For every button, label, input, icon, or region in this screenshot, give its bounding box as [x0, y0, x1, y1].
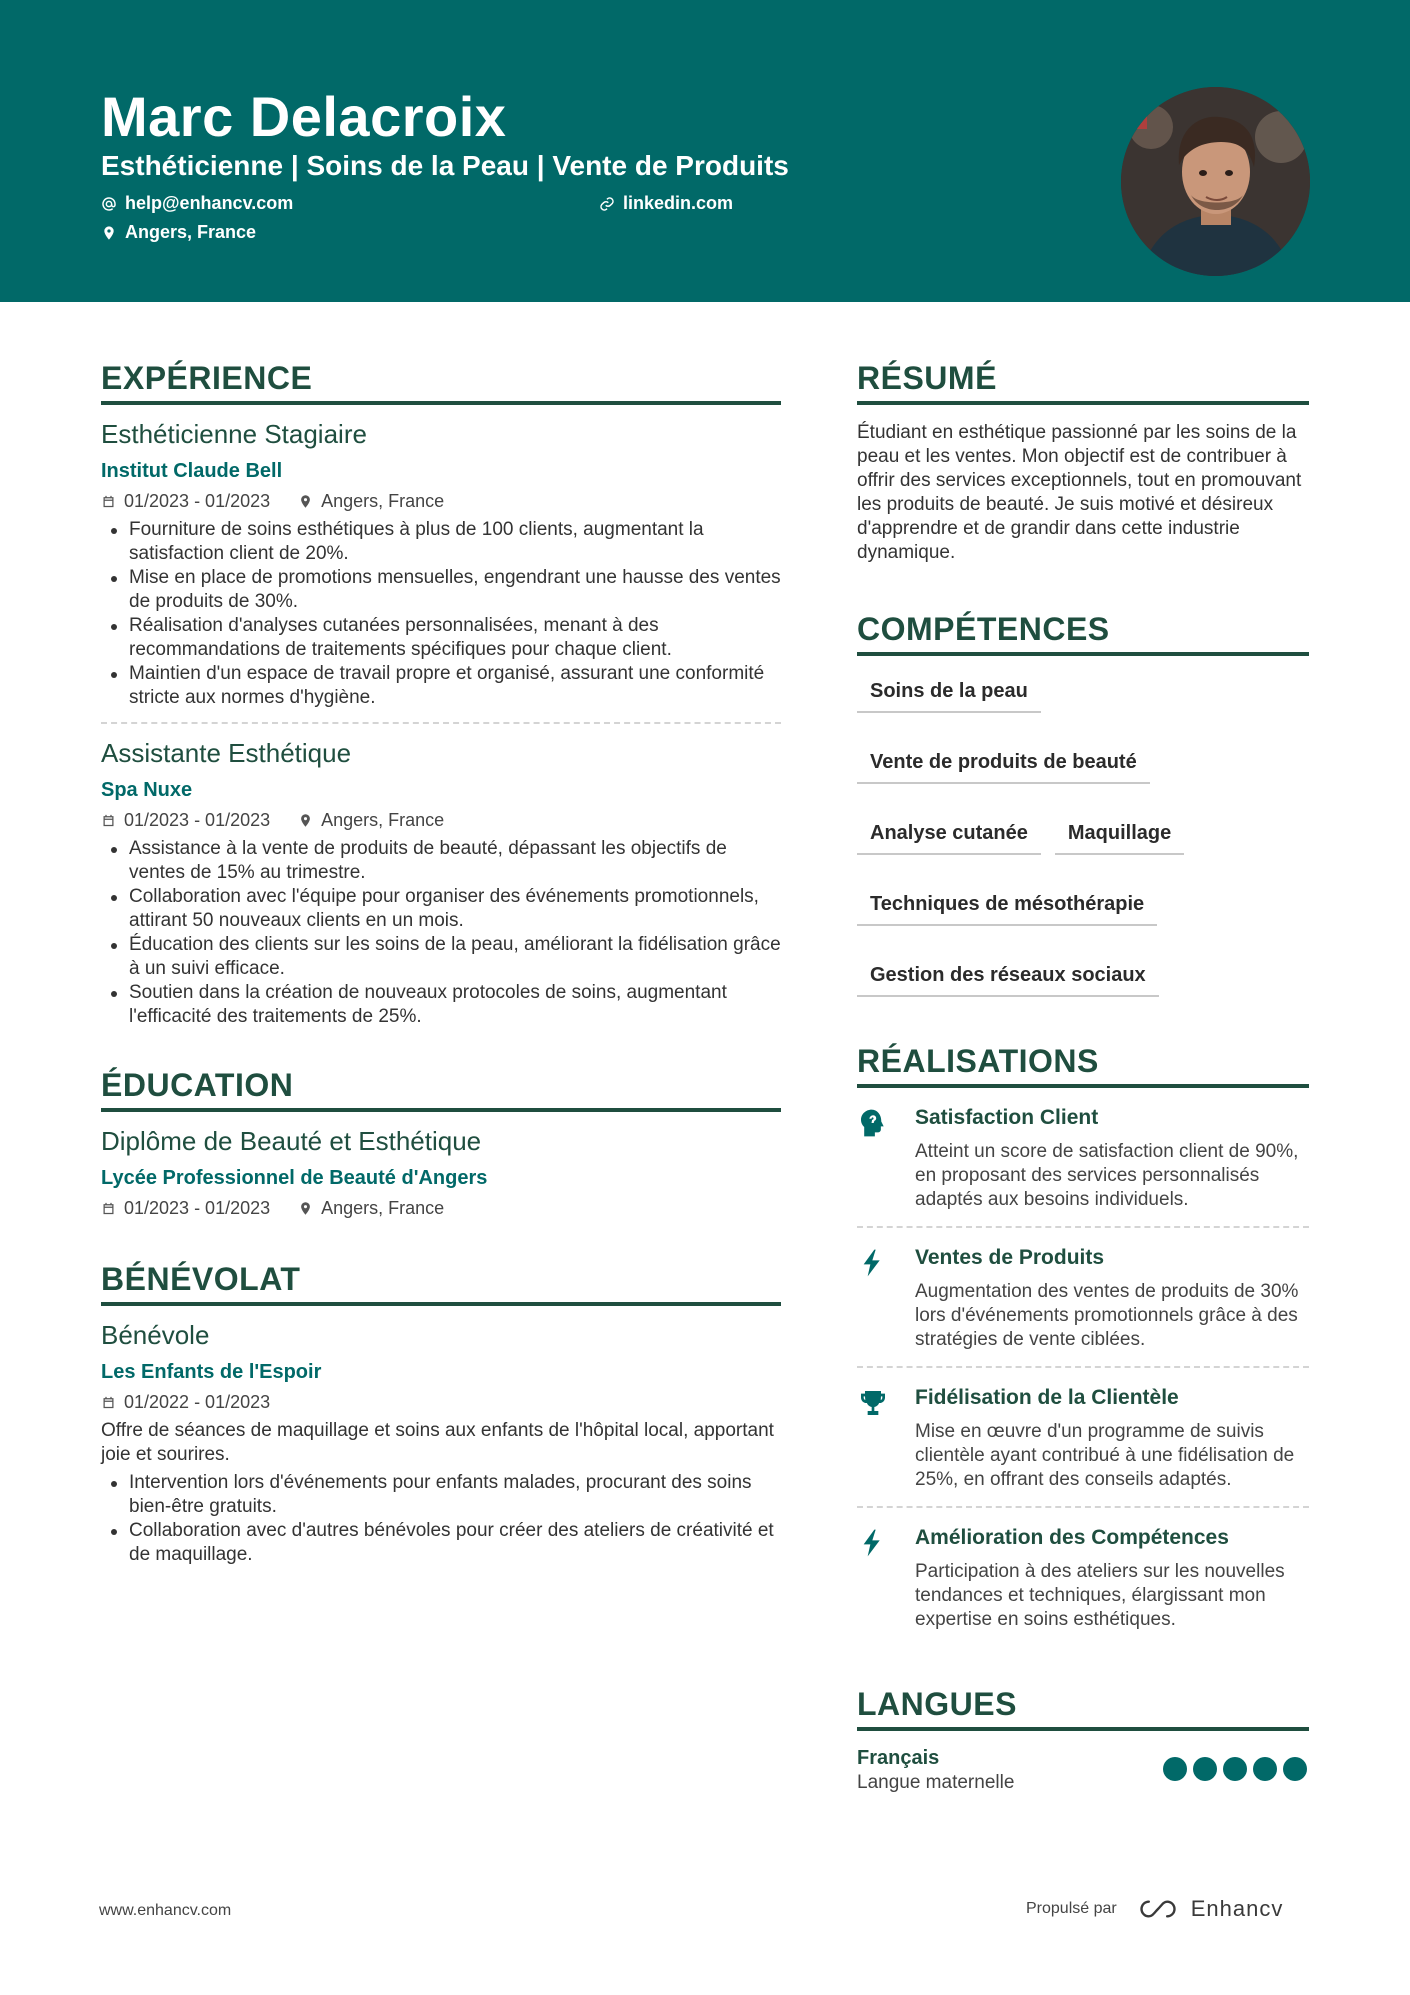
skill-tag: Techniques de mésothérapie — [857, 883, 1157, 926]
bullet-list — [101, 837, 781, 1029]
contact-location-text: Angers, France — [125, 222, 257, 242]
bullet-item: Fourniture de soins esthétiques à plus de 100 clients, augmentant la satisfaction client de 20%. — [101, 518, 781, 566]
achievements-section — [857, 1043, 1309, 1646]
volunteer-section — [101, 1261, 781, 1567]
achievements-title: RÉALISATIONS — [857, 1043, 1309, 1088]
experience-entry — [101, 724, 781, 1029]
enhancv-logo-icon — [1135, 1898, 1181, 1920]
bullet-item: Réalisation d'analyses cutanées personnalisées, menant à des recommandations de traitements spécifiques pour chaque client. — [101, 614, 781, 662]
entry-location: Angers, France — [298, 491, 444, 512]
candidate-headline: Esthéticienne | Soins de la Peau | Vente de Produits — [101, 150, 789, 181]
experience-title: EXPÉRIENCE — [101, 360, 781, 405]
achievement-title: Satisfaction Client — [915, 1106, 1099, 1129]
calendar-icon — [101, 813, 116, 828]
education-entry — [101, 1112, 781, 1219]
entry-meta — [101, 1392, 781, 1413]
skill-tag: Soins de la peau — [857, 670, 1041, 713]
bullet-item: Collaboration avec d'autres bénévoles pour créer des ateliers de créativité et de maquillage. — [101, 1519, 781, 1567]
summary-text: Étudiant en esthétique passionné par les soins de la peau et les ventes. Mon objectif est de contribuer à offrir des services exceptionnels, tout en promouvant les produits de beauté. Je suis motivé et désireux d'apprendre et de grandir dans cette industrie dynamique. — [857, 422, 1302, 563]
summary-section — [857, 360, 1309, 565]
rating-dot — [1193, 1757, 1217, 1781]
right-column — [857, 360, 1309, 1794]
achievement-item — [857, 1508, 1309, 1646]
achievement-title: Fidélisation de la Clientèle — [915, 1386, 1179, 1409]
languages-section — [857, 1686, 1309, 1794]
map-pin-icon — [298, 813, 313, 828]
enhancv-logo[interactable] — [1135, 1896, 1284, 1922]
contact-location — [101, 222, 256, 243]
bullet-item: Intervention lors d'événements pour enfants malades, procurant des soins bien-être gratuits. — [101, 1471, 781, 1519]
avatar — [1121, 87, 1310, 276]
entry-dates: 01/2023 - 01/2023 — [101, 1198, 270, 1219]
map-pin-icon — [298, 494, 313, 509]
calendar-icon — [101, 494, 116, 509]
bullet-item: Assistance à la vente de produits de beauté, dépassant les objectifs de ventes de 15% au trimestre. — [101, 837, 781, 885]
achievement-title: Ventes de Produits — [915, 1246, 1105, 1269]
rating-dot — [1163, 1757, 1187, 1781]
entry-meta — [101, 1198, 781, 1219]
achievement-text: Atteint un score de satisfaction client de 90%, en proposant des services personnalisés adaptés aux besoins individuels. — [915, 1141, 1299, 1210]
language-level: Langue maternelle — [857, 1772, 1015, 1793]
bullet-item: Éducation des clients sur les soins de la peau, améliorant la fidélisation grâce à un suivi efficace. — [101, 933, 781, 981]
bullet-item: Mise en place de promotions mensuelles, engendrant une hausse des ventes de produits de 30%. — [101, 566, 781, 614]
trophy-icon — [857, 1386, 889, 1420]
summary-title: RÉSUMÉ — [857, 360, 1309, 405]
volunteer-description: Offre de séances de maquillage et soins aux enfants de l'hôpital local, apportant joie et sourires. — [101, 1420, 774, 1465]
languages-title: LANGUES — [857, 1686, 1309, 1731]
contact-linkedin[interactable] — [599, 193, 733, 214]
entry-dates: 01/2023 - 01/2023 — [101, 491, 270, 512]
degree-title: Diplôme de Beauté et Esthétique — [101, 1126, 482, 1156]
head-icon — [857, 1106, 889, 1140]
calendar-icon — [101, 1201, 116, 1216]
volunteer-title: BÉNÉVOLAT — [101, 1261, 781, 1306]
bullet-item: Maintien d'un espace de travail propre et organisé, assurant une conformité stricte aux normes d'hygiène. — [101, 662, 781, 710]
rating-dot — [1223, 1757, 1247, 1781]
education-section — [101, 1067, 781, 1219]
language-item — [857, 1747, 1309, 1794]
entry-dates: 01/2023 - 01/2023 — [101, 810, 270, 831]
bullet-list — [101, 518, 781, 710]
volunteer-role: Bénévole — [101, 1320, 210, 1350]
organization-name: Les Enfants de l'Espoir — [101, 1361, 322, 1383]
powered-by-label: Propulsé par — [1026, 1900, 1117, 1917]
bullet-item: Collaboration avec l'équipe pour organiser des événements promotionnels, attirant 50 nouveaux clients en un mois. — [101, 885, 781, 933]
achievement-item — [857, 1228, 1309, 1368]
entry-location: Angers, France — [298, 1198, 444, 1219]
map-pin-icon — [298, 1201, 313, 1216]
experience-section — [101, 360, 781, 1029]
bullet-list — [101, 1471, 781, 1567]
achievement-text: Participation à des ateliers sur les nouvelles tendances et techniques, élargissant mon expertise en soins esthétiques. — [915, 1561, 1285, 1630]
entry-location: Angers, France — [298, 810, 444, 831]
achievement-title: Amélioration des Compétences — [915, 1526, 1229, 1549]
calendar-icon — [101, 1395, 116, 1410]
lightning-icon — [857, 1526, 889, 1560]
skill-tag: Vente de produits de beauté — [857, 741, 1150, 784]
lightning-icon — [857, 1246, 889, 1280]
school-name: Lycée Professionnel de Beauté d'Angers — [101, 1167, 488, 1189]
achievement-item — [857, 1088, 1309, 1228]
entry-meta — [101, 491, 781, 512]
skill-tag: Maquillage — [1055, 812, 1184, 855]
language-rating — [1163, 1757, 1307, 1781]
achievement-text: Augmentation des ventes de produits de 30% lors d'événements promotionnels grâce à des stratégies de vente ciblées. — [915, 1281, 1299, 1350]
company-name: Spa Nuxe — [101, 779, 193, 801]
skills-section — [857, 611, 1309, 997]
company-name: Institut Claude Bell — [101, 460, 283, 482]
skill-tag: Analyse cutanée — [857, 812, 1041, 855]
skill-tag: Gestion des réseaux sociaux — [857, 954, 1159, 997]
map-pin-icon — [101, 225, 117, 241]
portrait-illustration — [1121, 87, 1310, 276]
link-icon — [599, 196, 615, 212]
enhancv-logo-text: Enhancv — [1190, 1896, 1284, 1921]
footer-branding — [1026, 1896, 1283, 1922]
job-title: Esthéticienne Stagiaire — [101, 419, 367, 449]
achievement-item — [857, 1368, 1309, 1508]
language-name: Français — [857, 1747, 940, 1769]
rating-dot — [1253, 1757, 1277, 1781]
contact-email-text: help@enhancv.com — [125, 193, 294, 213]
job-title: Assistante Esthétique — [101, 738, 352, 768]
volunteer-entry — [101, 1306, 781, 1567]
skills-list — [857, 670, 1309, 997]
left-column — [101, 360, 781, 1567]
skills-title: COMPÉTENCES — [857, 611, 1309, 656]
experience-entry — [101, 405, 781, 724]
education-title: ÉDUCATION — [101, 1067, 781, 1112]
contact-linkedin-text: linkedin.com — [623, 193, 734, 213]
entry-dates: 01/2022 - 01/2023 — [101, 1392, 270, 1413]
candidate-name: Marc Delacroix — [101, 85, 507, 148]
at-icon — [101, 196, 117, 212]
rating-dot — [1283, 1757, 1307, 1781]
bullet-item: Soutien dans la création de nouveaux protocoles de soins, augmentant l'efficacité des traitements de 25%. — [101, 981, 781, 1029]
footer-website[interactable]: www.enhancv.com — [99, 1902, 232, 1919]
header-banner — [0, 0, 1410, 302]
entry-meta — [101, 810, 781, 831]
achievement-text: Mise en œuvre d'un programme de suivis clientèle ayant contribué à une fidélisation de 25%, en offrant des conseils adaptés. — [915, 1421, 1295, 1490]
contact-email[interactable] — [101, 193, 293, 214]
